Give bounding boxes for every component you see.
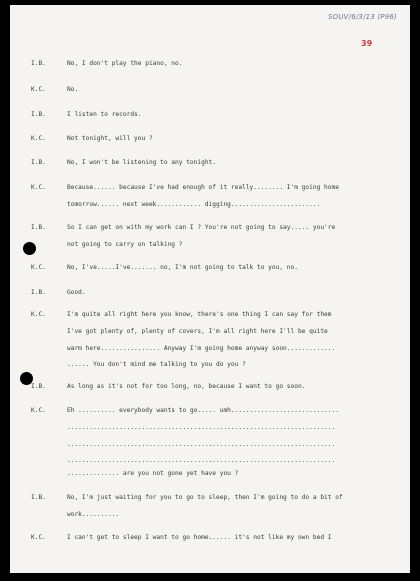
utterance-text: ........................................................................ (67, 441, 336, 448)
utterance-text: work.......... (67, 511, 120, 518)
utterance-text: No, I'm just waiting for you to go to sleep, then I'm going to do a bit of (67, 494, 343, 501)
speaker-label: K.C. (31, 135, 46, 142)
utterance-text: So I can get on with my work can I ? You're not going to say..... you're (67, 224, 336, 231)
speaker-label: I.B. (31, 289, 46, 296)
speaker-label: K.C. (31, 86, 46, 93)
utterance-text: .............. are you not gone yet have you ? (67, 470, 239, 477)
utterance-text: tomorrow...... next week............ digging........................ (67, 201, 321, 208)
utterance-text: not going to carry on talking ? (67, 241, 183, 248)
utterance-text: As long as it's not for too long, no, because I want to go soon. (67, 383, 306, 390)
speaker-label: I.B. (31, 159, 46, 166)
utterance-text: No, I won't be listening to any tonight. (67, 159, 217, 166)
speaker-label: K.C. (31, 311, 46, 318)
speaker-label: I.B. (31, 60, 46, 67)
speaker-label: I.B. (31, 111, 46, 118)
document-page (10, 5, 410, 573)
speaker-label: I.B. (31, 383, 46, 390)
utterance-text: I listen to records. (67, 111, 142, 118)
utterance-text: Because...... because I've had enough of it really........ I'm going home (67, 184, 339, 191)
utterance-text: No, I don't play the piano, no. (67, 60, 183, 67)
utterance-text: Good. (67, 289, 86, 296)
speaker-label: I.B. (31, 494, 46, 501)
utterance-text: Not tonight, will you ? (67, 135, 153, 142)
utterance-text: warm here................ Anyway I'm going home anyway soon............. (67, 345, 336, 352)
speaker-label: K.C. (31, 534, 46, 541)
utterance-text: ........................................................................ (67, 424, 336, 431)
page-number-mark: 39 (361, 39, 373, 48)
speaker-label: K.C. (31, 407, 46, 414)
utterance-text: Eh .......... everybody wants to go..... umh............................. (67, 407, 339, 414)
utterance-text: ........................................................................ (67, 457, 336, 464)
utterance-text: I'm quite all right here you know, there's one thing I can say for them (67, 311, 332, 318)
punch-hole (23, 242, 36, 255)
utterance-text: ...... You don't mind me talking to you do you ? (67, 361, 246, 368)
speaker-label: I.B. (31, 224, 46, 231)
utterance-text: I can't get to sleep I want to go home...... it's not like my own bed I (67, 534, 332, 541)
speaker-label: K.C. (31, 184, 46, 191)
utterance-text: No, I've.....I've....... no, I'm not going to talk to you, no. (67, 264, 298, 271)
archive-reference: SOUV/6/3/13 (P96) (328, 13, 397, 21)
speaker-label: K.C. (31, 264, 46, 271)
utterance-text: I've got plenty of, plenty of covers, I'm all right here I'll be quite (67, 328, 328, 335)
utterance-text: No. (67, 86, 79, 93)
